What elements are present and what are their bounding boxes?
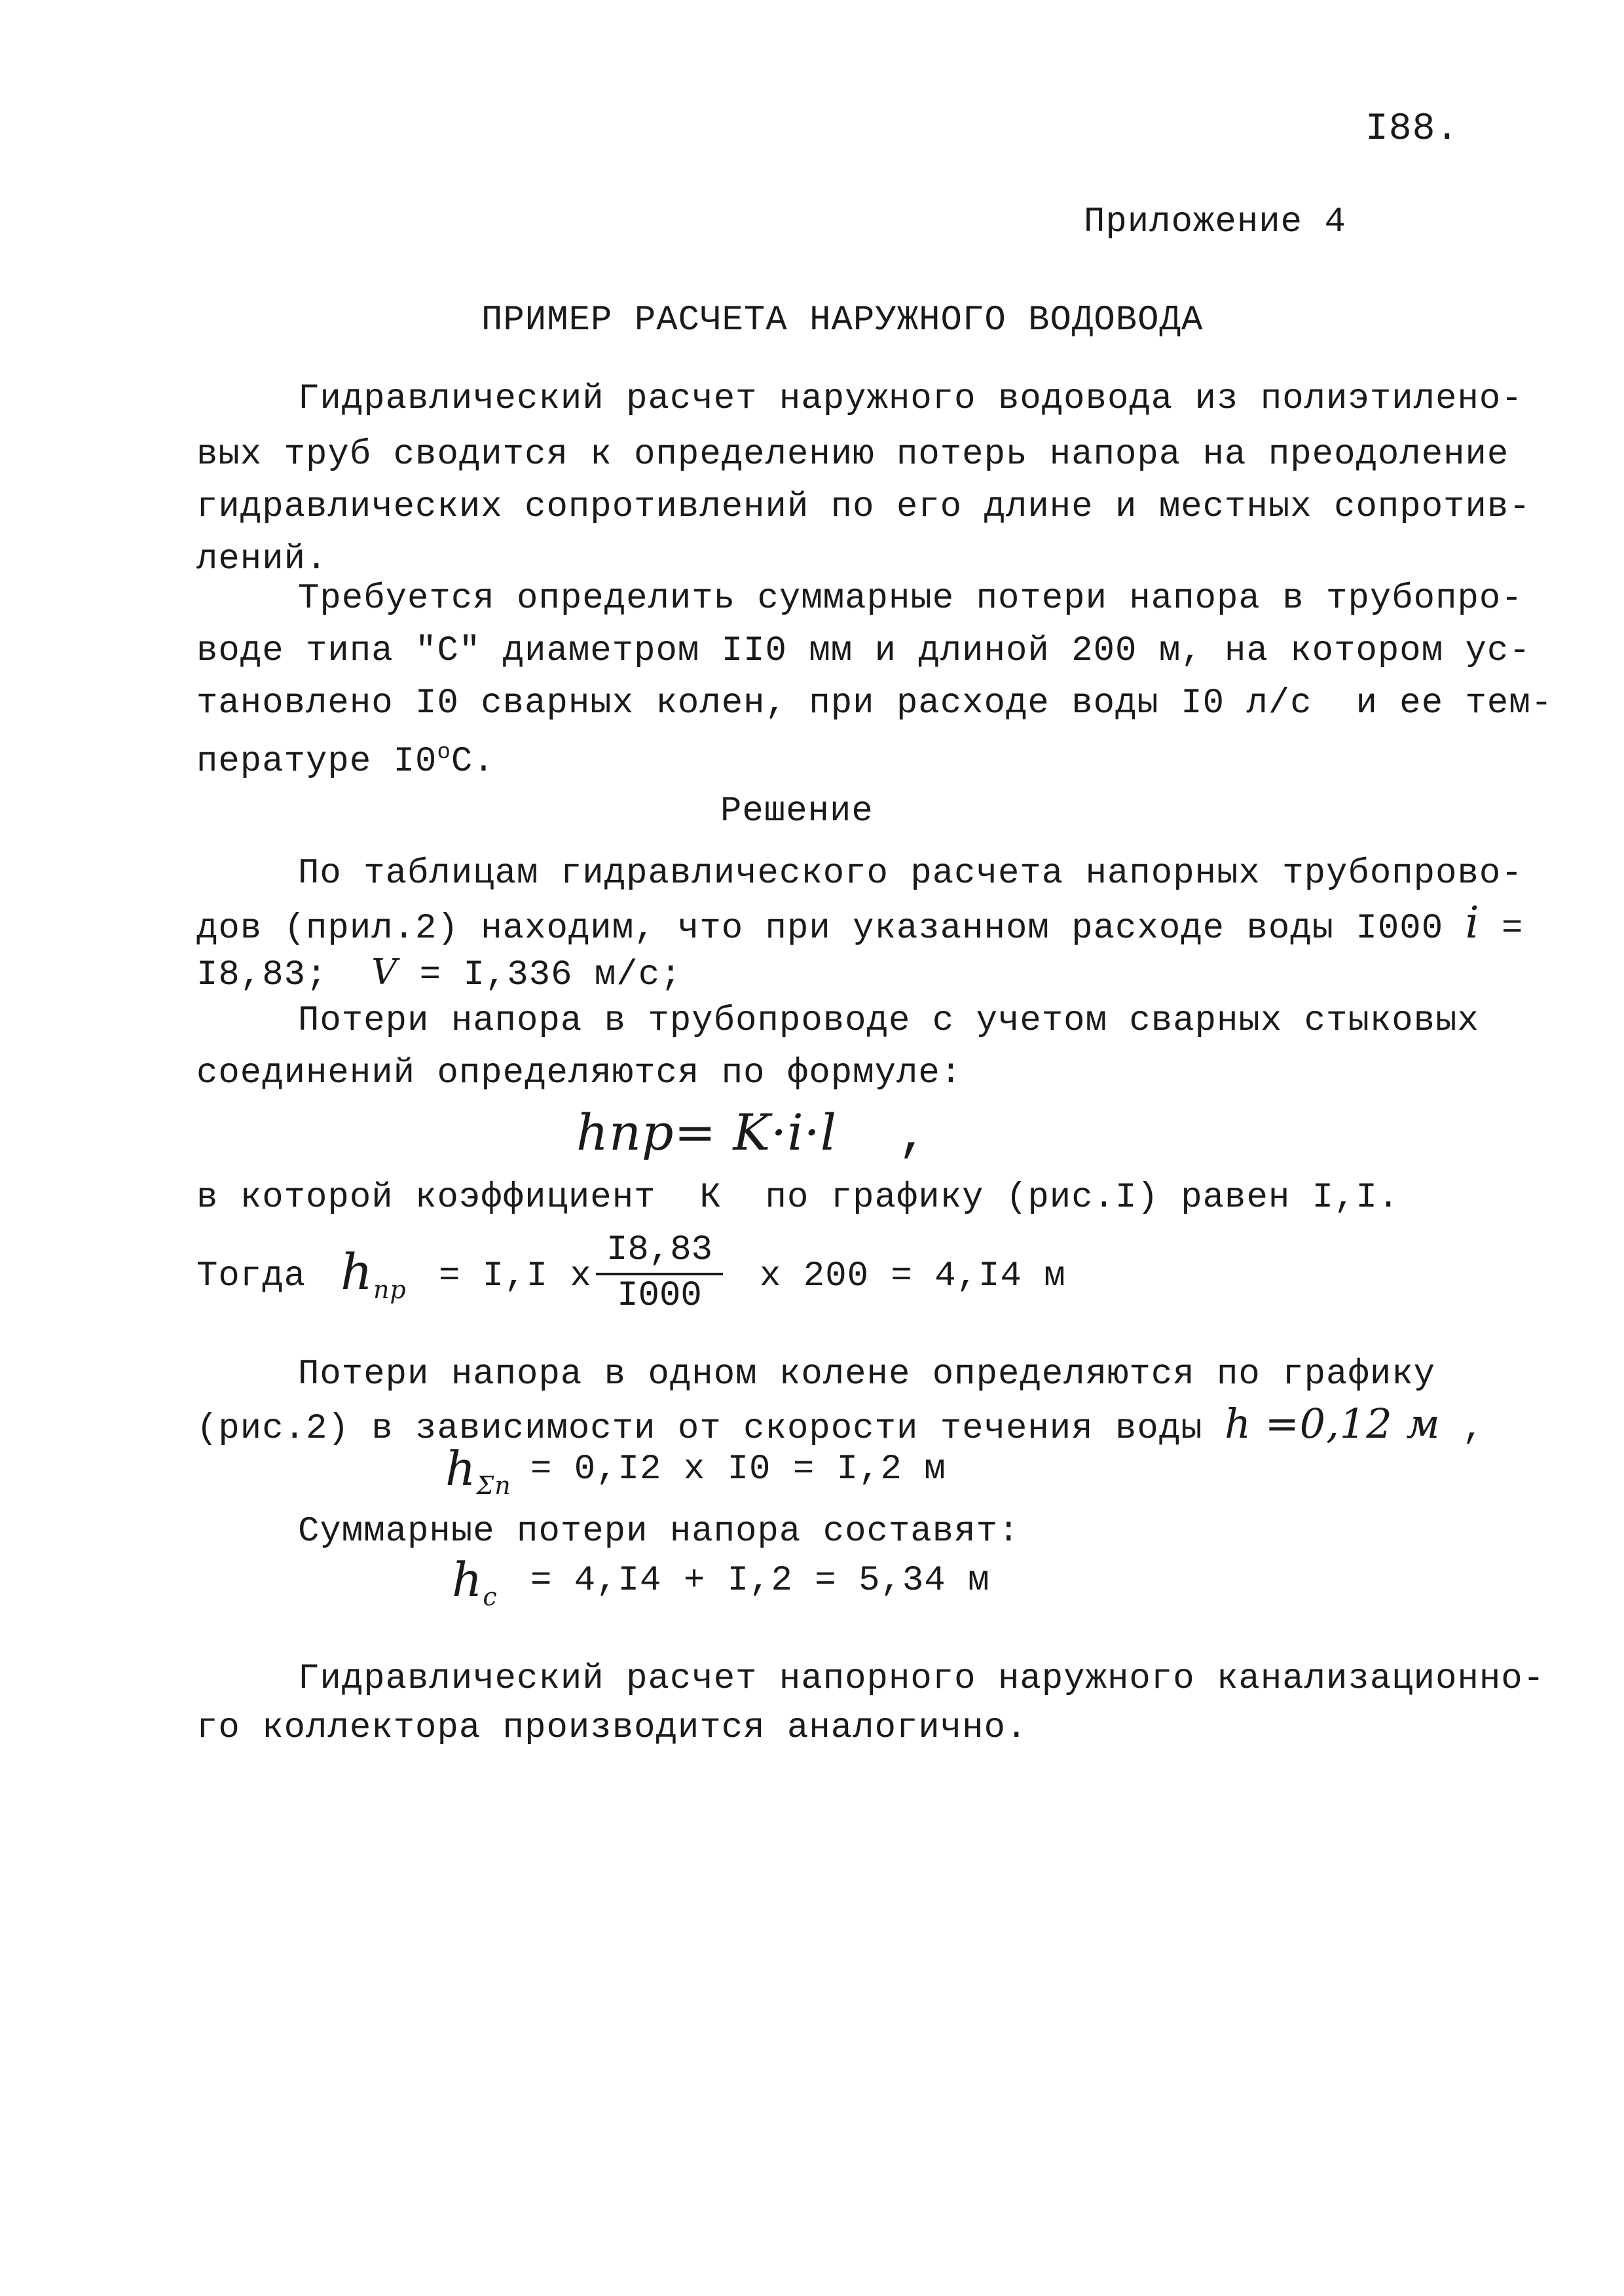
knee-h-subscript: Σn — [476, 1471, 511, 1500]
total-h — [452, 1552, 498, 1616]
formula-expression: hпр= K·i·l — [576, 1103, 838, 1161]
knee-line-2 — [196, 1400, 1485, 1449]
calc-h — [341, 1244, 407, 1309]
knee-sum — [445, 1440, 511, 1504]
knee-line-1: Потери напора в одном колене определяются по графику — [298, 1355, 1436, 1394]
solution-line-1: По таблицам гидравлического расчета напорных трубопрово- — [298, 854, 1523, 894]
degree-sign: о — [437, 740, 451, 765]
task-line-4-unit: С. — [451, 742, 495, 782]
knee-eq: = 0,I2 x I0 = I,2 м — [530, 1449, 946, 1489]
slope-value: I8,83; — [196, 955, 328, 995]
closing-line-1: Гидравлический расчет напорного наружного канализационно- — [298, 1659, 1545, 1699]
fraction-denominator: I000 — [617, 1276, 702, 1316]
solution-line-2 — [196, 898, 1524, 949]
losses-line-1: Потери напора в трубопроводе с учетом сварных стыковых — [298, 1001, 1479, 1041]
total-h-subscript: c — [483, 1582, 498, 1611]
velocity-symbol: V — [371, 951, 398, 993]
knee-h-symbol: h — [445, 1441, 477, 1496]
solution-line-2-eq: = — [1502, 909, 1524, 949]
knee-line-2-text: (рис.2) в зависимости от скорости течения воды — [196, 1409, 1203, 1449]
calc-fraction — [596, 1231, 723, 1316]
intro-line-3: гидравлических сопротивлений по его длине и местных сопротив- — [196, 487, 1531, 527]
velocity-value: = I,336 м/с; — [419, 955, 682, 995]
total-eq: = 4,I4 + I,2 = 5,34 м — [530, 1561, 990, 1601]
task-line-3: тановлено I0 сварных колен, при расходе воды I0 л/с и ее тем- — [196, 683, 1553, 723]
solution-heading: Решение — [720, 792, 874, 831]
intro-line-4: лений. — [196, 539, 328, 579]
solution-line-3 — [196, 953, 682, 995]
calc-lead: Тогда — [196, 1256, 306, 1296]
knee-line-2-comma: , — [1462, 1409, 1485, 1449]
intro-line-1: Гидравлический расчет наружного водовода из полиэтилено- — [298, 379, 1523, 419]
intro-line-2: вых труб сводится к определению потерь напора на преодоление — [196, 435, 1509, 475]
task-line-2: воде типа "С" диаметром II0 мм и длиной 200 м, на котором ус- — [196, 631, 1531, 671]
fraction-numerator: I8,83 — [596, 1231, 723, 1275]
closing-line-2: го коллектора производится аналогично. — [196, 1708, 1028, 1748]
losses-line-3: в которой коэффициент К по графику (рис.I) равен I,I. — [196, 1178, 1400, 1218]
page-title: ПРИМЕР РАСЧЕТА НАРУЖНОГО ВОДОВОДА — [481, 301, 1204, 340]
appendix-label: Приложение 4 — [1084, 202, 1346, 242]
solution-line-2-text: дов (прил.2) находим, что при указанном расходе воды I000 — [196, 909, 1444, 949]
task-line-4-text: пературе I0 — [196, 742, 437, 782]
total-line-1: Суммарные потери напора составят: — [298, 1512, 1020, 1552]
knee-head-loss-value: h =0,12 м — [1225, 1400, 1441, 1448]
h-subscript: пр — [373, 1275, 407, 1304]
task-line-4 — [196, 733, 495, 782]
losses-line-2: соединений определяются по формуле: — [196, 1053, 963, 1093]
page-number: I88. — [1365, 108, 1460, 151]
h-symbol: h — [341, 1243, 373, 1301]
total-h-symbol: h — [452, 1552, 483, 1607]
task-line-1: Требуется определить суммарные потери напора в трубопро- — [298, 579, 1523, 619]
calc-eq-1: = I,I x — [439, 1256, 592, 1296]
calc-eq-2: x 200 = 4,I4 м — [760, 1256, 1066, 1296]
losses-formula — [576, 1103, 929, 1166]
hydraulic-slope-symbol: i — [1465, 898, 1480, 948]
formula-comma: , — [898, 1108, 929, 1165]
